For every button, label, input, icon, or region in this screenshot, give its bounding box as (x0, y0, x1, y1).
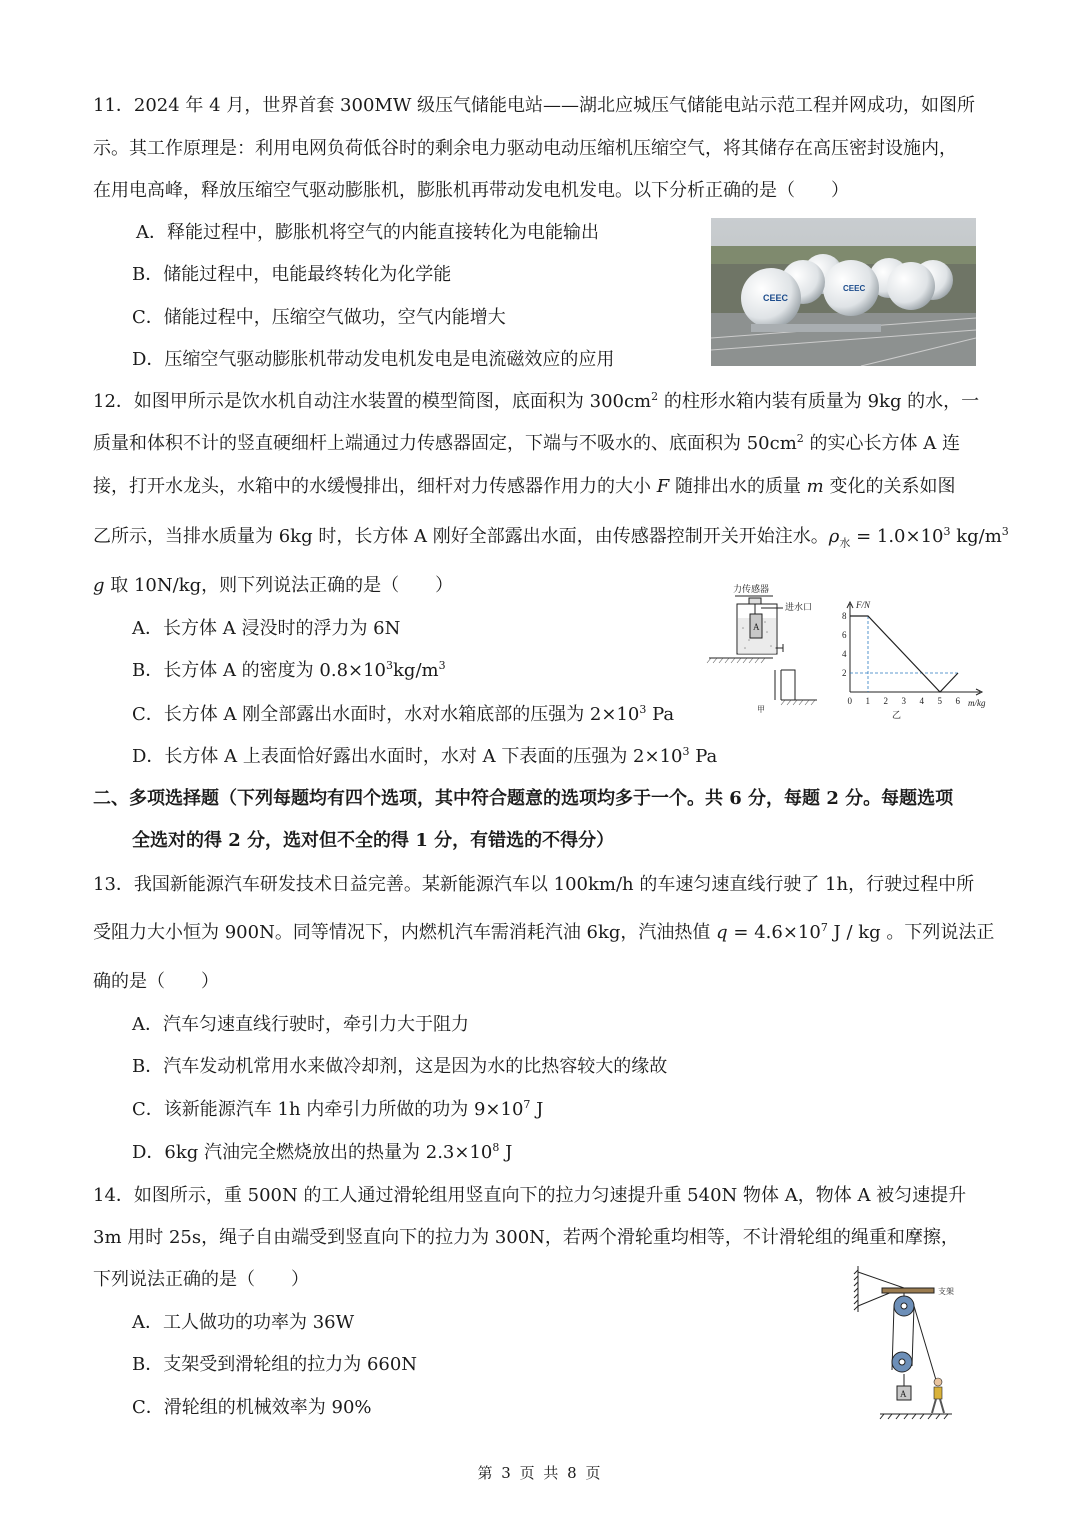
q11-line-1: 11．2024 年 4 月，世界首套 300MW 级压气储能电站——湖北应城压气储能电站示范工程并网成功，如图所 (93, 95, 976, 116)
q14-line-3: 下列说法正确的是（ ） (93, 1269, 309, 1290)
x-tick-label: 2 (883, 696, 888, 706)
q12-line-1: 12．如图甲所示是饮水机自动注水装置的模型简图，底面积为 $300cm^2$ 的柱形水箱内装有质量为 9kg 的水，一 (93, 390, 980, 412)
inlet-label: 进水口 (785, 602, 813, 612)
q13-option-c: C．该新能源汽车 1h 内牵引力所做的功为 $9\times 10^7$ J (132, 1098, 544, 1120)
q13-line-2: 受阻力大小恒为 900N。同等情况下，内燃机汽车需消耗汽油 6kg，汽油热值 $q = 4.6\times 10^7$ J / kg 。下列说法正 (93, 921, 995, 943)
q11-option-a: A．释能过程中，膨胀机将空气的内能直接转化为电能输出 (136, 222, 599, 243)
x-tick-label: 6 (955, 696, 960, 706)
q13-option-b: B．汽车发动机常用水来做冷却剂，这是因为水的比热容较大的缘故 (132, 1056, 668, 1077)
figure-jia-water-tank (705, 582, 825, 722)
yi-caption: 乙 (892, 710, 902, 720)
q13-option-d: D．6kg 汽油完全燃烧放出的热量为 $2.3\times 10^8$ J (132, 1141, 513, 1163)
q11-option-d: D．压缩空气驱动膨胀机带动发电机发电是电流磁效应的应用 (132, 349, 615, 370)
q11-option-b: B．储能过程中，电能最终转化为化学能 (132, 264, 452, 285)
q12-option-b: B．长方体 A 的密度为 $0.8\times 10^3kg/m^3$ (132, 659, 446, 681)
y-tick-label: 8 (842, 611, 847, 621)
q12-line-2: 质量和体积不计的竖直硬细杆上端通过力传感器固定，下端与不吸水的、底面积为 $50cm^2$ 的实心长方体 A 连 (93, 432, 960, 454)
y-tick-label: 2 (842, 668, 847, 678)
q12-line-4: 乙所示，当排水质量为 6kg 时，长方体 A 刚好全部露出水面，由传感器控制开关开始注水。$\rho_水 = 1.0\times 10^3$ $kg/m^3$ (93, 525, 1009, 550)
ceec-logo: CEEC (763, 293, 789, 303)
jia-caption: 甲 (757, 705, 765, 714)
q13-option-a: A．汽车匀速直线行驶时，牵引力大于阻力 (132, 1014, 469, 1035)
q14-line-1: 14．如图所示，重 500N 的工人通过滑轮组用竖直向下的拉力匀速提升重 540N 物体 A，物体 A 被匀速提升 (93, 1185, 967, 1206)
q14-option-b: B．支架受到滑轮组的拉力为 660N (132, 1354, 418, 1375)
q14-option-c: C．滑轮组的机械效率为 90% (132, 1397, 372, 1418)
x-tick-label: 0 (847, 696, 852, 706)
chart-y-label: F/N (856, 600, 871, 610)
q11-line-3: 在用电高峰，释放压缩空气驱动膨胀机，膨胀机再带动发电机发电。以下分析正确的是（ ） (93, 180, 849, 201)
q11-line-2: 示。其工作原理是：利用电网负荷低谷时的剩余电力驱动电动压缩机压缩空气，将其储存在高压密封设施内， (93, 138, 957, 159)
q12-option-a: A．长方体 A 浸没时的浮力为 6N (132, 618, 401, 639)
force-line (850, 616, 958, 692)
page-footer: 第 3 页 共 8 页 (477, 1464, 603, 1482)
q12-line-3: 接，打开水龙头，水箱中的水缓慢排出，细杆对力传感器作用力的大小 F 随排出水的质量 m 变化的关系如图 (93, 476, 956, 497)
q12-option-c: C．长方体 A 刚全部露出水面时，水对水箱底部的压强为 $2\times 10^3$ Pa (132, 703, 675, 725)
block-a-label: A (753, 622, 760, 632)
pulley-system-figure (852, 1262, 962, 1422)
x-tick-label: 4 (919, 696, 924, 706)
q13-line-1: 13．我国新能源汽车研发技术日益完善。某新能源汽车以 100km/h 的车速匀速直线行驶了 1h，行驶过程中所 (93, 874, 975, 895)
q14-option-a: A．工人做功的功率为 36W (132, 1312, 355, 1333)
q12-option-d: D．长方体 A 上表面恰好露出水面时，水对 A 下表面的压强为 $2\times 10^3$ Pa (132, 745, 718, 767)
energy-storage-photo (711, 218, 976, 366)
section-2-heading: 二、多项选择题（下列每题均有四个选项，其中符合题意的选项均多于一个。共 6 分，每题 2 分。每题选项 (93, 788, 954, 809)
x-tick-label: 1 (865, 696, 870, 706)
q11-option-c: C．储能过程中，压缩空气做功，空气内能增大 (132, 307, 506, 328)
bracket-label: 支架 (938, 1287, 954, 1296)
q12-line-5: g 取 10N/kg，则下列说法正确的是（ ） (93, 575, 454, 596)
q14-line-2: 3m 用时 25s，绳子自由端受到竖直向下的拉力为 300N，若两个滑轮重均相等，不计滑轮组的绳重和摩擦， (93, 1227, 959, 1248)
figure-yi-force-chart (830, 598, 1000, 722)
pulley-block-a-label: A (900, 1389, 907, 1399)
sensor-label: 力传感器 (733, 584, 770, 594)
section-2-heading-cont: 全选对的得 2 分，选对但不全的得 1 分，有错选的不得分） (132, 830, 615, 851)
x-tick-label: 3 (901, 696, 906, 706)
y-tick-label: 4 (842, 649, 847, 659)
q13-line-3: 确的是（ ） (93, 971, 219, 992)
worker-figure (932, 1378, 944, 1413)
ceec-logo-2: CEEC (843, 284, 866, 293)
x-tick-label: 5 (937, 696, 942, 706)
y-tick-label: 6 (842, 630, 847, 640)
chart-x-label: m/kg (968, 698, 986, 708)
